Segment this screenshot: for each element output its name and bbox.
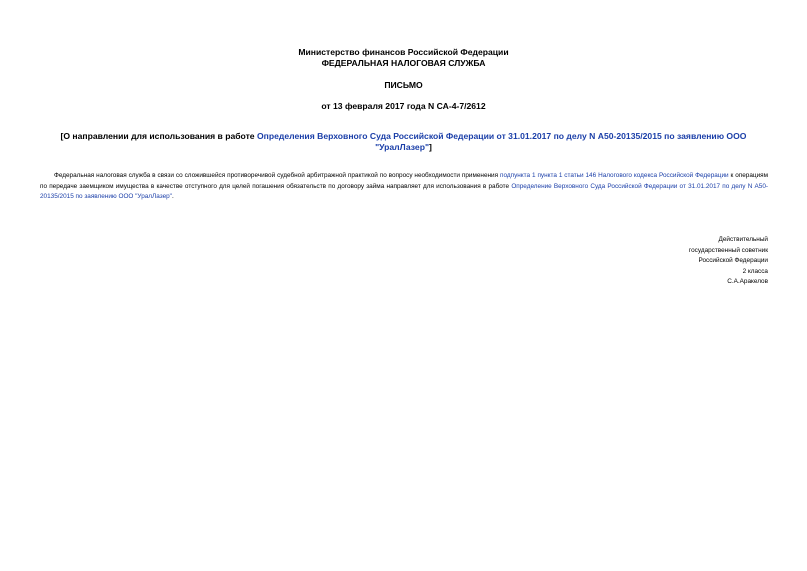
signature-block [689, 235, 768, 288]
court-ruling-body-link[interactable]: Определение Верховного Суда Российской Федерации от 31.01.2017 по делу N А50-20135/2015 по заявлению ООО "УралЛазер" [40, 182, 769, 201]
ministry-heading: Министерство финансов Российской Федерации [298, 47, 509, 57]
body-text-part1: Федеральная налоговая служба в связи со сложившейся противоречивой судебной арбитражной практикой по вопросу необходимости применения [54, 172, 500, 179]
signature-rank-line4: 2 класса [742, 267, 768, 275]
signature-rank-line1: Действительный [718, 236, 768, 243]
tax-code-link[interactable]: подпункта 1 пункта 1 статьи 146 Налогового кодекса Российской Федерации [500, 172, 729, 179]
signature-rank-line2: государственный советник [688, 246, 768, 254]
title-suffix: ] [429, 142, 432, 152]
document-title [40, 131, 767, 153]
signature-rank-line3: Российской Федерации [698, 257, 768, 264]
body-text-part3: . [171, 193, 174, 201]
body-text-part2: к операциям по передаче заемщиком имущества в качестве отступного для целей погашения обязательств по договору займа направляет для использования в работе [40, 172, 768, 190]
service-heading: ФЕДЕРАЛЬНАЯ НАЛОГОВАЯ СЛУЖБА [321, 58, 486, 68]
letter-body [40, 171, 768, 203]
title-prefix: [О направлении для использования в работе [60, 131, 257, 141]
document-type: ПИСЬМО [384, 80, 423, 90]
document-date-number: от 13 февраля 2017 года N СА-4-7/2612 [321, 101, 486, 111]
signatory-name: С.А.Аракелов [727, 278, 768, 285]
court-ruling-link[interactable]: Определения Верховного Суда Российской Федерации от 31.01.2017 по делу N А50-20135/2015 по заявлению ООО "УралЛазер" [256, 131, 747, 152]
